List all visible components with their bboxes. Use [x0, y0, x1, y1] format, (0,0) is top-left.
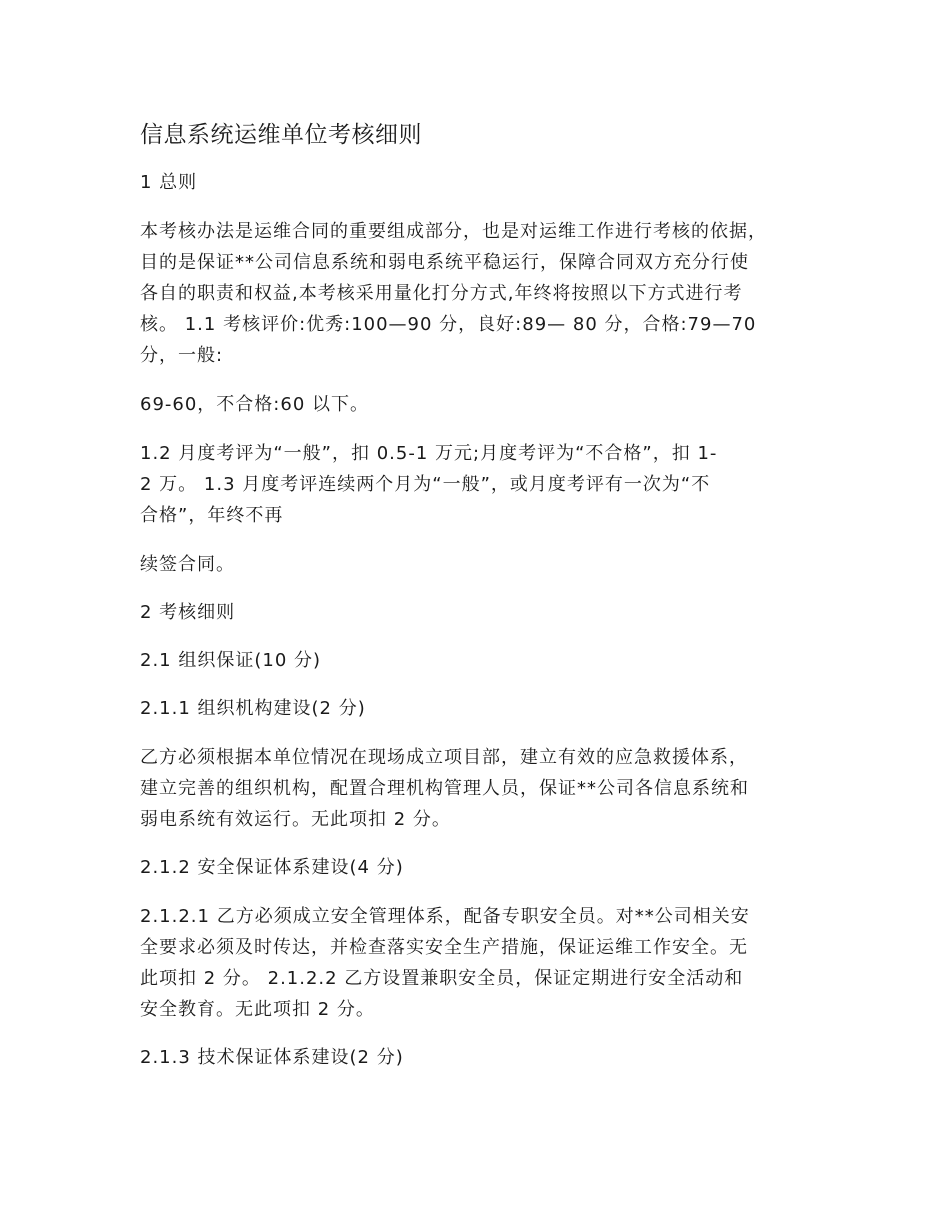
- paragraph-safety-system: [140, 901, 835, 1025]
- paragraph-deductions: [140, 438, 835, 531]
- paragraph-line: 本考核办法是运维合同的重要组成部分，也是对运维工作进行考核的依据，: [140, 221, 767, 242]
- paragraph-line: 此项扣 2 分。 2.1.2.2 乙方设置兼职安全员，保证定期进行安全活动和: [140, 968, 744, 989]
- paragraph-line: 2 万。 1.3 月度考评连续两个月为“一般”，或月度考评有一次为“不: [140, 474, 711, 495]
- paragraph-line: 核。 1.1 考核评价:优秀:100—90 分，良好:89— 80 分，合格:79—70: [140, 314, 757, 335]
- section-1-heading: 1 总则: [140, 172, 198, 193]
- document-body: [140, 118, 835, 1091]
- paragraph-line: 1.2 月度考评为“一般”，扣 0.5-1 万元;月度考评为“不合格”，扣 1-: [140, 443, 718, 464]
- section-2-1-heading: 2.1 组织保证(10 分): [140, 650, 322, 671]
- paragraph-line: 建立完善的组织机构，配置合理机构管理人员，保证**公司各信息系统和: [140, 778, 749, 799]
- section-2-1-2-heading: 2.1.2 安全保证体系建设(4 分): [140, 857, 404, 878]
- section-2-heading: 2 考核细则: [140, 602, 236, 623]
- paragraph-organization: [140, 742, 835, 835]
- paragraph-line: 目的是保证**公司信息系统和弱电系统平稳运行，保障合同双方充分行使: [140, 252, 749, 273]
- paragraph-general-rules: [140, 216, 835, 371]
- section-2-1-1-heading: 2.1.1 组织机构建设(2 分): [140, 698, 366, 719]
- paragraph-line: 乙方必须根据本单位情况在现场成立项目部，建立有效的应急救援体系，: [140, 747, 748, 768]
- paragraph-line: 全要求必须及时传达，并检查落实安全生产措施，保证运维工作安全。无: [140, 937, 748, 958]
- paragraph-line: 安全教育。无此项扣 2 分。: [140, 999, 375, 1020]
- section-2-1-3-heading: 2.1.3 技术保证体系建设(2 分): [140, 1047, 404, 1068]
- paragraph-line: 弱电系统有效运行。无此项扣 2 分。: [140, 809, 451, 830]
- paragraph-line: 各自的职责和权益,本考核采用量化打分方式,年终将按照以下方式进行考: [140, 283, 743, 304]
- paragraph-contract-renewal: 续签合同。: [140, 554, 235, 575]
- document-title: 信息系统运维单位考核细则: [140, 122, 422, 148]
- paragraph-line: 2.1.2.1 乙方必须成立安全管理体系，配备专职安全员。对**公司相关安: [140, 906, 750, 927]
- paragraph-grade-range: 69-60，不合格:60 以下。: [140, 394, 369, 415]
- paragraph-line: 分，一般:: [140, 345, 224, 366]
- paragraph-line: 合格”，年终不再: [140, 505, 284, 526]
